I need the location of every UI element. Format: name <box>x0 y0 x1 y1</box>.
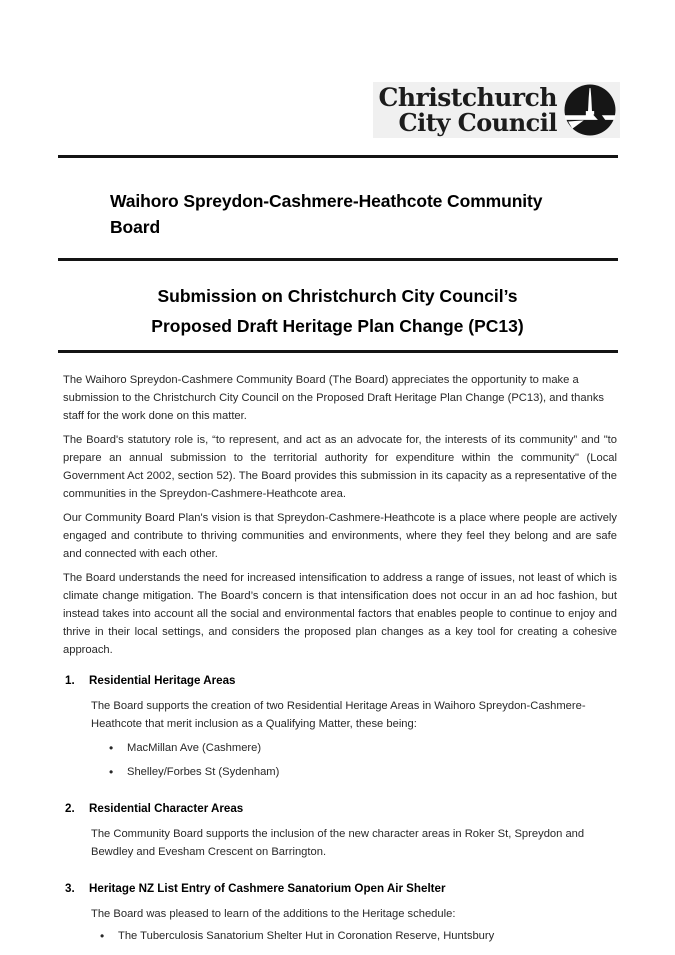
submission-title-line1: Submission on Christchurch City Council’s <box>157 286 518 306</box>
section-body: The Board supports the creation of two Residential Heritage Areas in Waihoro Spreydon-Cashmere-Heathcote that merit inclusion as a Qualifying Matter, these being: <box>91 700 586 730</box>
cathedral-circle-icon <box>564 84 616 136</box>
submission-title-line2: Proposed Draft Heritage Plan Change (PC13) <box>151 316 524 336</box>
divider-middle <box>58 258 618 261</box>
document-body <box>0 353 675 945</box>
section-number: 3. <box>65 882 75 895</box>
christchurch-city-council-logo <box>373 82 620 138</box>
section-heading <box>65 673 617 689</box>
bullet-item-shelley-forbes: • Shelley/Forbes St (Sydenham) <box>109 763 617 781</box>
paragraph-vision: Our Community Board Plan's vision is that Spreydon-Cashmere-Heathcote is a place where people are actively engaged and contribute to thriving communities and environments, where they feel they belong and are safe and connected with each other. <box>63 512 617 560</box>
section-residential-heritage-areas <box>65 673 617 781</box>
paragraph-statutory-role: The Board's statutory role is, “to represent, and act as an advocate for, the interests of its community” and "to prepare an annual submission to the territorial authority for expenditure within the community" (Local Government Act 2002, section 52). The Board provides this submission in its capacity as a representative of the communities in the Spreydon-Cashmere-Heathcote area. <box>63 434 617 500</box>
bullet-list <box>109 739 617 781</box>
section-number: 1. <box>65 674 75 687</box>
divider-top <box>58 155 618 158</box>
section-number: 2. <box>65 802 75 815</box>
section-body: The Community Board supports the inclusion of the new character areas in Roker St, Spreydon and Bewdley and Evesham Crescent on Barrington. <box>91 828 585 858</box>
numbered-sections <box>63 673 617 945</box>
paragraph-intro: The Waihoro Spreydon-Cashmere Community Board (The Board) appreciates the opportunity to make a submission to the Christchurch City Council on the Proposed Draft Heritage Plan Change (PC13), and thanks staff for the work done on this matter. <box>63 374 605 422</box>
section-title: Residential Character Areas <box>89 802 244 815</box>
section-heritage-nz-list-entry <box>65 881 617 945</box>
logo-wordmark-line2: City Council <box>398 108 557 137</box>
bullet-list <box>100 927 617 945</box>
section-heading <box>65 801 617 817</box>
bullet-item-macmillan-ave: • MacMillan Ave (Cashmere) <box>109 739 617 757</box>
section-heading <box>65 881 617 897</box>
section-title: Residential Heritage Areas <box>89 674 236 687</box>
logo-wordmark-line1: Christchurch <box>378 83 557 112</box>
paragraph-intensification: The Board understands the need for increased intensification to address a range of issues, not least of which is climate change mitigation. The Board’s concern is that intensification does not occur in an ad hoc fashion, but instead takes into account all the social and environmental factors that enables people to continue to enjoy and thrive in their local settings, and considers the proposed plan changes as a key tool for creating a cohesive approach. <box>63 572 617 656</box>
logo-wordmark <box>378 85 557 135</box>
logo-row <box>0 0 675 138</box>
section-body: The Board was pleased to learn of the additions to the Heritage schedule: <box>91 908 456 920</box>
bullet-item-tuberculosis-sanatorium: • The Tuberculosis Sanatorium Shelter Hut in Coronation Reserve, Huntsbury <box>100 927 617 945</box>
submission-title <box>0 281 675 341</box>
board-title: Waihoro Spreydon-Cashmere-Heathcote Community Board <box>110 191 543 237</box>
section-title: Heritage NZ List Entry of Cashmere Sanatorium Open Air Shelter <box>89 882 446 895</box>
section-residential-character-areas <box>65 801 617 861</box>
